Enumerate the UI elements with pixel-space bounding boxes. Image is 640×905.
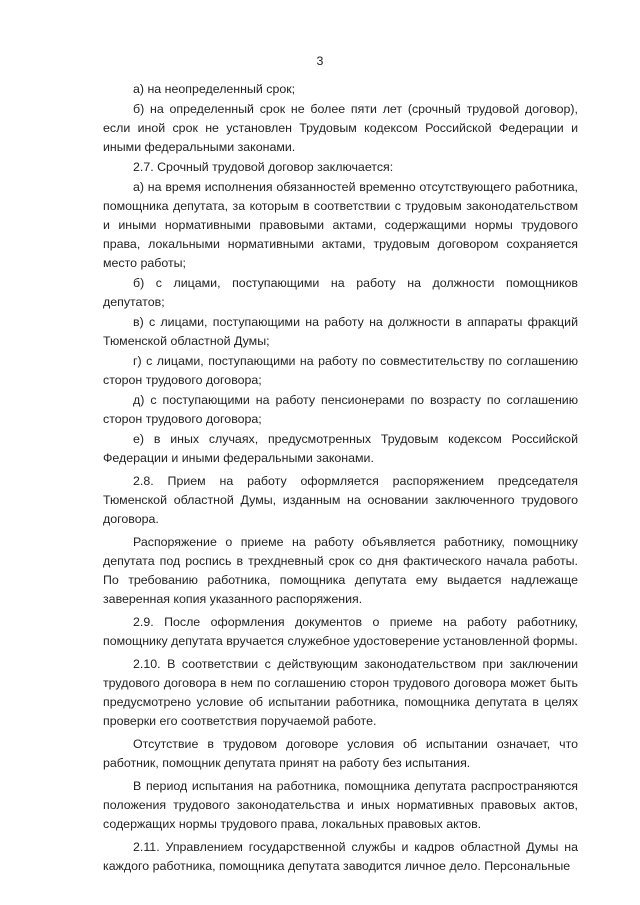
paragraph: е) в иных случаях, предусмотренных Трудовым кодексом Российской Федерации и иными федеральными законами. bbox=[103, 432, 578, 465]
paragraph: 2.9. После оформления документов о приеме на работу работнику, помощнику депутата вручается служебное удостоверение установленной формы. bbox=[103, 615, 578, 648]
paragraph: 2.10. В соответствии с действующим законодательством при заключении трудового договора в нем по соглашению сторон трудового договора может быть предусмотрено условие об испытании работника, помощника депутата в целях проверки его соответствия поручаемой работе. bbox=[103, 657, 578, 728]
paragraph: В период испытания на работника, помощника депутата распространяются положения трудового законодательства и иных нормативных правовых актов, содержащих нормы трудового права, локальных правовых актов. bbox=[103, 779, 578, 831]
document-body bbox=[103, 80, 578, 877]
paragraph: Распоряжение о приеме на работу объявляется работнику, помощнику депутата под роспись в трехдневный срок со дня фактического начала работы. По требованию работника, помощника депутата ему выдается надлежаще заверенная копия указанного распоряжения. bbox=[103, 535, 578, 606]
paragraph: а) на время исполнения обязанностей временно отсутствующего работника, помощника депутата, за которым в соответствии с трудовым законодательством и иными нормативными правовыми актами, содержащими нормы трудового права, локальными нормативными актами, трудовым договором сохраняется место работы; bbox=[103, 180, 578, 270]
paragraph: 2.11. Управлением государственной службы и кадров областной Думы на каждого работника, помощника депутата заводится личное дело. Персональные bbox=[103, 840, 578, 873]
paragraph: 2.8. Прием на работу оформляется распоряжением председателя Тюменской областной Думы, изданным на основании заключенного трудового договора. bbox=[103, 474, 578, 526]
paragraph: г) с лицами, поступающими на работу по совместительству по соглашению сторон трудового договора; bbox=[103, 354, 578, 387]
paragraph: Отсутствие в трудовом договоре условия об испытании означает, что работник, помощник депутата принят на работу без испытания. bbox=[103, 737, 578, 770]
paragraph: в) с лицами, поступающими на работу на должности в аппараты фракций Тюменской областной Думы; bbox=[103, 315, 578, 348]
paragraph: д) с поступающими на работу пенсионерами по возрасту по соглашению сторон трудового договора; bbox=[103, 393, 578, 426]
paragraph: б) на определенный срок не более пяти лет (срочный трудовой договор), если иной срок не установлен Трудовым кодексом Российской Федерации и иными федеральными законами. bbox=[103, 102, 578, 154]
paragraph: б) с лицами, поступающими на работу на должности помощников депутатов; bbox=[103, 276, 578, 309]
page-number: 3 bbox=[316, 54, 324, 68]
paragraph: а) на неопределенный срок; bbox=[133, 82, 296, 96]
paragraph: 2.7. Срочный трудовой договор заключается: bbox=[133, 160, 394, 174]
